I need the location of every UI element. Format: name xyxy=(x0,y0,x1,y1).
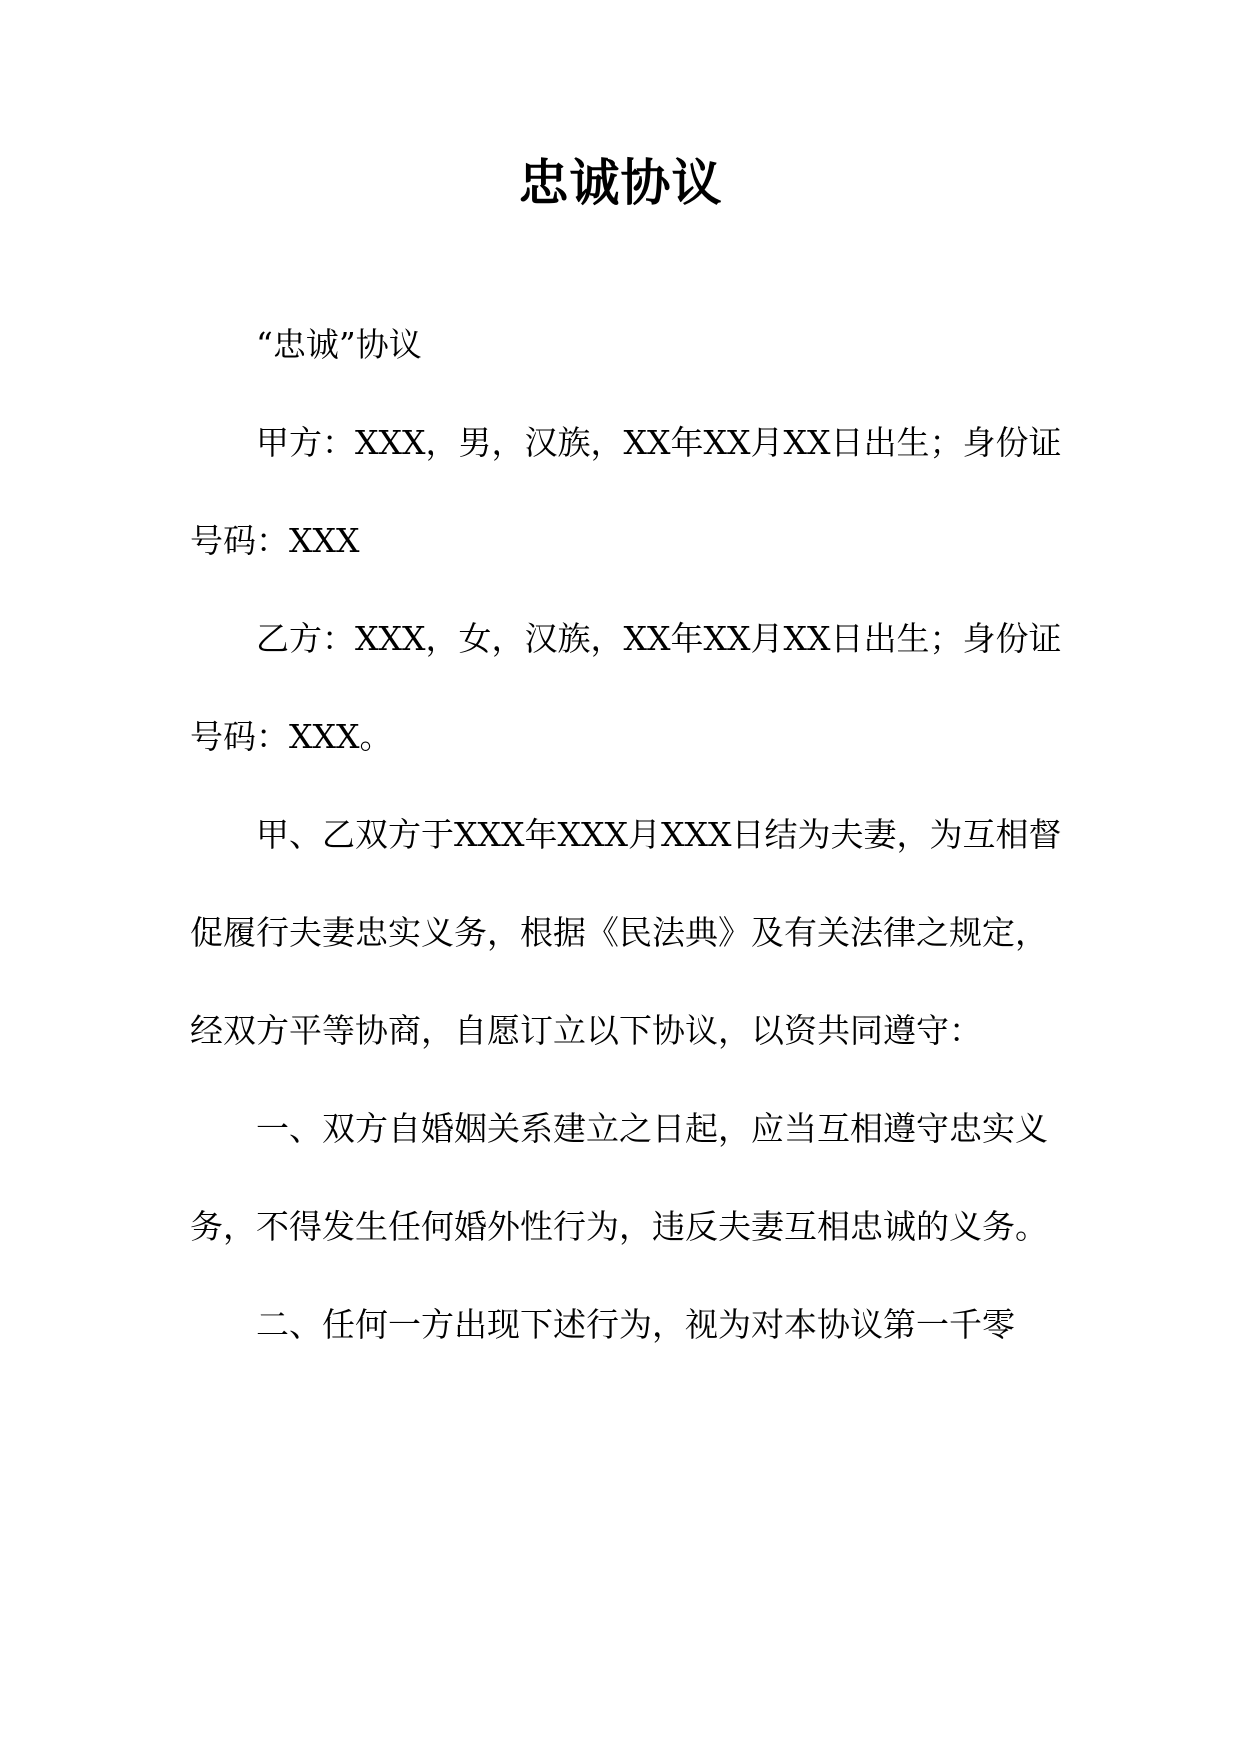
document-title: 忠诚协议 xyxy=(518,154,723,212)
paragraph-party-b: 乙方：XXX，女，汉族，XX年XX月XX日出生；身份证号码：XXX。 xyxy=(190,619,1062,756)
document-body xyxy=(190,296,1070,1374)
paragraph-heading: “忠诚”协议 xyxy=(256,325,422,364)
paragraph-clause-1: 一、双方自婚姻关系建立之日起，应当互相遵守忠实义务，不得发生任何婚外性行为，违反夫妻互相忠诚的义务。 xyxy=(190,1109,1048,1246)
paragraph-party-a: 甲方：XXX，男，汉族，XX年XX月XX日出生；身份证号码：XXX xyxy=(190,423,1062,560)
paragraph-preamble: 甲、乙双方于XXX年XXX月XXX日结为夫妻，为互相督促履行夫妻忠实义务，根据《民法典》及有关法律之规定，经双方平等协商，自愿订立以下协议，以资共同遵守： xyxy=(190,815,1062,1050)
paragraph-clause-2: 二、任何一方出现下述行为，视为对本协议第一千零 xyxy=(256,1305,1015,1344)
